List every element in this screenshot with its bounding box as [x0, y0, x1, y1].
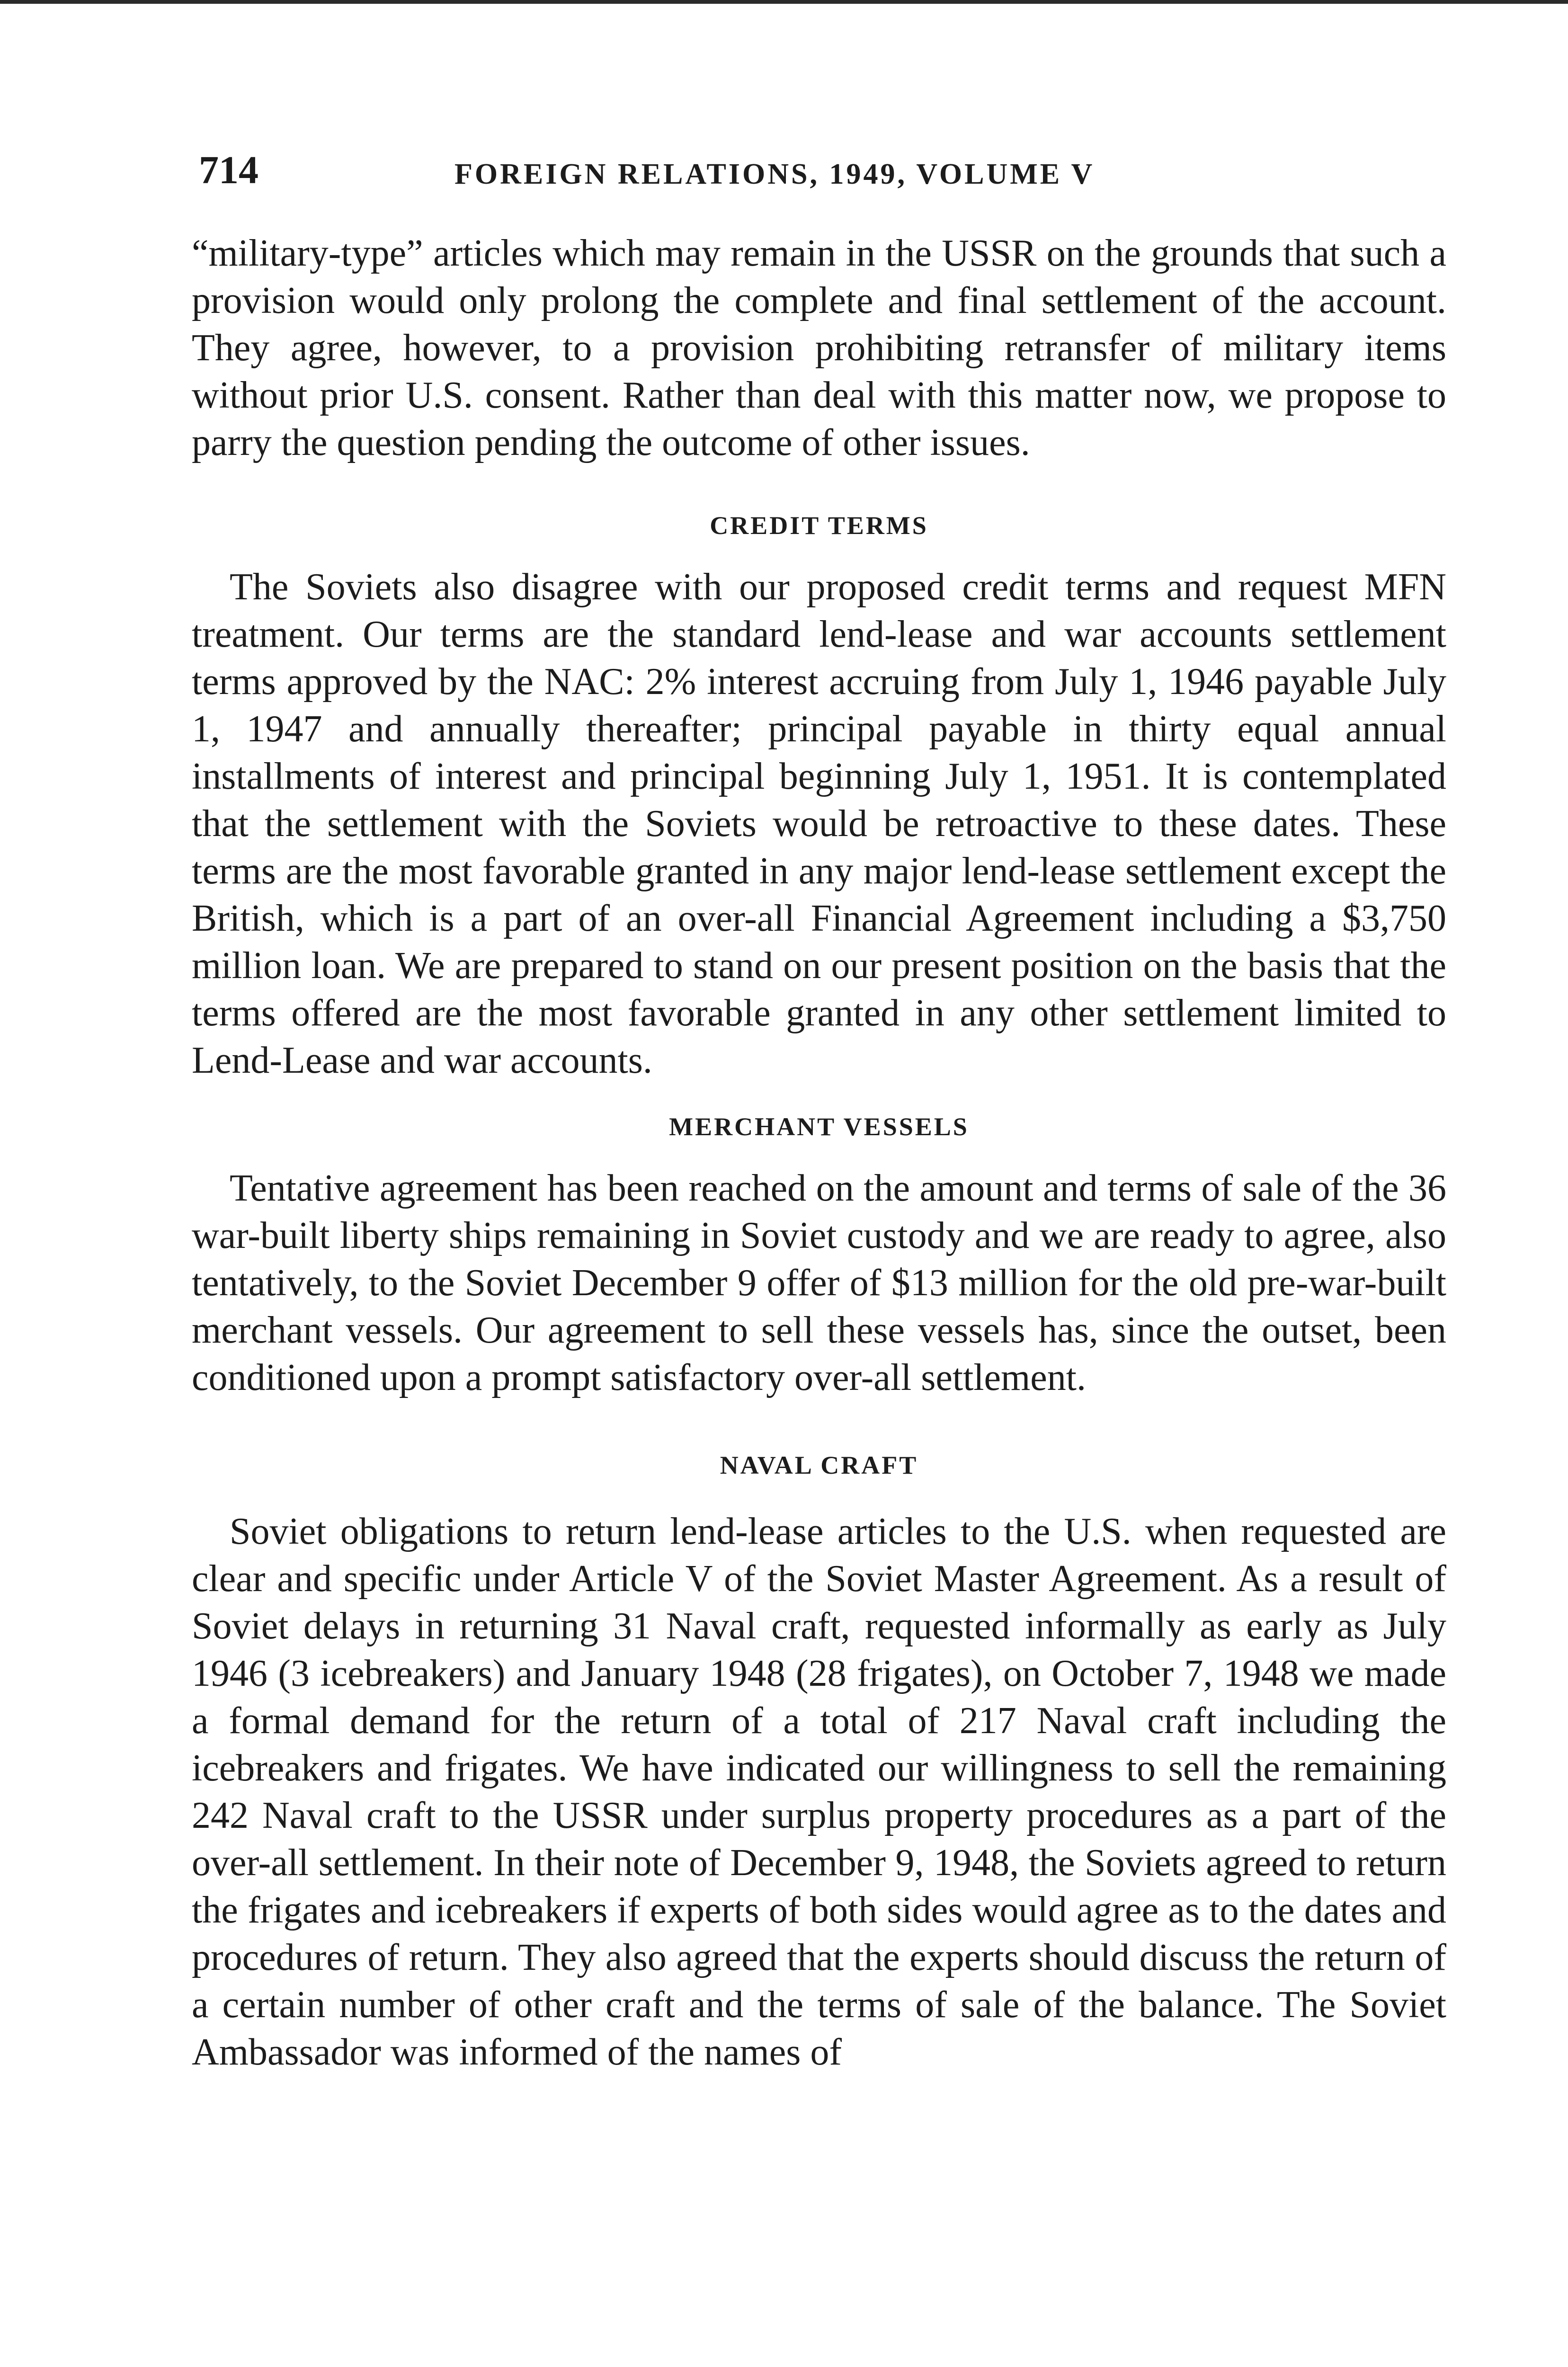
document-body: [192, 230, 1446, 2076]
naval-craft-heading: NAVAL CRAFT: [720, 1451, 918, 1479]
running-header: [0, 142, 1568, 199]
naval-craft-paragraph: Soviet obligations to return lend-lease articles to the U.S. when requested are clear and specific under Article V of the Soviet Master Agreement. As a result of Soviet delays in returning 31 Naval craft, requested informally as early as July 1946 (3 icebreakers) and January 1948 (28 frigates), on October 7, 1948 we made a formal demand for the return of a total of 217 Naval craft including the icebreakers and frigates. We have indicated our willingness to sell the remaining 242 Naval craft to the USSR under surplus property procedures as a part of the over-all settlement. In their note of December 9, 1948, the Soviets agreed to return the frigates and icebreakers if experts of both sides would agree as to the dates and procedures of return. They also agreed that the experts should discuss the return of a certain number of other craft and the terms of sale of the balance. The Soviet Ambassador was informed of the names of: [192, 1511, 1446, 2073]
credit-terms-paragraph: The Soviets also disagree with our proposed credit terms and request MFN treatment. Our terms are the standard lend-lease and war accounts settlement terms approved by the NAC: 2% interest accruing from July 1, 1946 payable July 1, 1947 and annually thereafter; principal payable in thirty equal annual installments of interest and principal beginning July 1, 1951. It is contemplated that the settlement with the Soviets would be retroactive to these dates. These terms are the most favorable granted in any major lend-lease settlement except the British, which is a part of an over-all Financial Agreement including a $3,750 million loan. We are prepared to stand on our present position on the basis that the terms offered are the most favorable granted in any other settlement limited to Lend-Lease and war accounts.: [192, 566, 1446, 1081]
intro-paragraph: “military-type” articles which may remain in the USSR on the grounds that such a provision would only prolong the complete and final settlement of the account. They agree, however, to a provision prohibiting retransfer of military items without prior U.S. consent. Rather than deal with this matter now, we propose to parry the question pending the outcome of other issues.: [192, 232, 1446, 463]
merchant-vessels-heading: MERCHANT VESSELS: [669, 1112, 969, 1141]
page-number: 714: [199, 148, 258, 192]
credit-terms-heading: CREDIT TERMS: [710, 511, 928, 540]
running-title: FOREIGN RELATIONS, 1949, VOLUME V: [454, 158, 1095, 190]
merchant-vessels-paragraph: Tentative agreement has been reached on the amount and terms of sale of the 36 war-built liberty ships remaining in Soviet custody and we are ready to agree, also tentatively, to the Soviet December 9 offer of $13 million for the old pre-war-built merchant vessels. Our agreement to sell these vessels has, since the outset, been conditioned upon a prompt satisfactory over-all settlement.: [192, 1167, 1446, 1398]
page-top-edge: [0, 0, 1568, 4]
